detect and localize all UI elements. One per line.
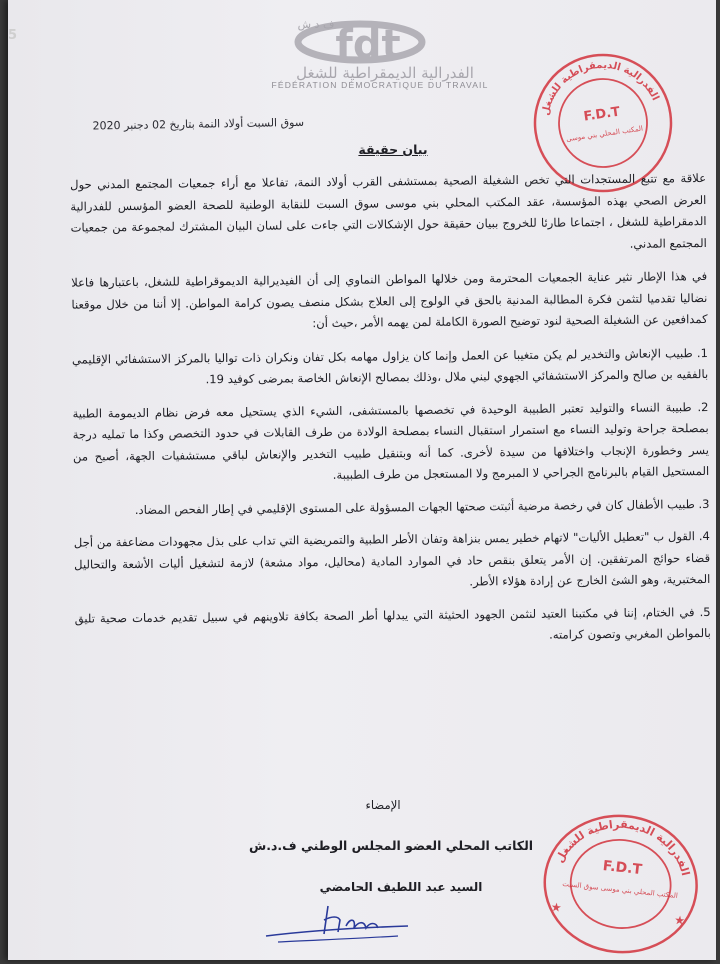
list-item: 2. طبيبة النساء والتوليد تعتبر الطبيبة الوحيدة في تخصصها بالمستشفى، الشيء الذي يستحيل معه فرض نظام الديمومة الطبية بمصلحة جراحة وتوليد النساء مع استمرار استقبال النساء بمصلحة الولادة من طرف القابلات في حدود التخصص وكذا ما تمليه درجة يسر وخطورة الإنجاب واختلافها من سيدة لأخرى. كما أنه وبتنقيل طبيب التخدير والإنعاش لباقي مستشفيات الجهة، أصبح من المستحيل القيام بالبرنامج الجراحي لا المبرمج ولا المستعجل من طرف الطبيبة. [72,399,710,482]
context-paragraph: في هذا الإطار نثير عناية الجمعيات المحترمة ومن خلالها المواطن النماوي إلى أن الفيديرالية الديموقراطية للشغل، باعتبارها فاعلا نضاليا تقدميا لتثمن فكرة المطالبة المدنية بالحق في الولوج إلى العلاج بشكل منصف يصون كرامة المواطن. إلا أننا من خلال موقعنا كمدافعين عن الشغيلة الصحية لنود توضيح الصورة الكاملة لمن يهمه الأمر ،حيث أن: [71,268,708,331]
stamp-bottom-outer-text: الفدرالية الديمقراطية للشغل [553,817,693,878]
stamp-top-inner-text: المكتب المحلي بني موسى [565,124,644,144]
star-icon: ★ [550,899,563,915]
union-stamp-bottom-icon [529,798,714,964]
federation-name-french: FÉDÉRATION DÉMOCRATIQUE DU TRAVAIL [271,80,489,90]
fdt-logo-icon [280,8,440,70]
stamp-bottom-center-text: F.D.T [601,858,643,879]
handwritten-signature-icon [258,898,418,948]
federation-name-arabic: الفدرالية الديمقراطية للشغل [296,64,474,82]
star-icon: ★ [673,912,686,928]
list-item: 1. طبيب الإنعاش والتخدير لم يكن متغيبا عن العمل وإنما كان يزاول مهامه بكل تفان ونكران ذات تواليا بالمركز الاستشفائي الإقليمي بالفقيه بن صالح والمركز الاستشفائي الجهوي لبني ملال ،وذلك بمصالح الإنعاش الخاصة بمرضى كوفيد 19. [71,345,709,387]
document-title: بيان حقيقة [358,142,428,157]
list-item: 5. في الختام، إننا في مكتبنا العتيد لنثمن الجهود الحثيثة التي يبدلها أطر الصحة بكافة تلاوينهم في سبيل تقديم خدمات صحية تليق بالمواطن المغربي وتصون كرامته. [74,604,711,642]
logo-arabic-letters: ف د ش [297,18,335,31]
signatory-name: السيد عبد اللطيف الحامضي [319,880,483,894]
signatory-role: الكاتب المحلي العضو المجلس الوطني ف.د.ش [248,838,534,853]
list-item: 3. طبيب الأطفال كان في رخصة مرضية أثبتت صحتها الجهات المسؤولة على المستوى الإقليمي في إطار الفحص المضاد. [134,496,710,517]
logo-letters: fdt [335,22,401,68]
document-page [8,0,716,960]
stamp-top-center-text: F.D.T [582,104,621,125]
stamp-top-outer-text: الفدرالية الديمقراطية للشغل [540,59,661,117]
document-body [70,168,711,662]
intro-paragraph: علاقة مع تتبع المستجدات التي تخص الشغيلة الصحية بمستشفى القرب أولاد النمة، تفاعلا مع أراء جمعيات المجتمع المدني حول العرض الصحي بهذه المؤسسة، عقد المكتب المحلي بني موسى سوق السبت للنقابة الوطنية للصحة العضو المؤسس للفدرالية الدمقراطية للشغل ، اجتماعا طارئا للخروج ببيان حقيقة حول الإشكالات التي جاءت على لسان البيان المشترك لمجموعة من جمعيات المجتمع المدني. [70,170,707,251]
list-item: 4. القول ب "تعطيل الأليات" لاتهام خطير يمس بنزاهة وتفان الأطر الطبية والتمريضية التي تداب على بذل مجهودات مضاعفة من أجل قضاء حوائج المرتفقين. إن الأمر يتعلق بنقص حاد في الموارد المادية (محاليل، مواد مشعة) لازمة لتشغيل أليات الأشعة والتحاليل المختبرية، وهو الشئ الخارج عن إرادة هؤلاء الأطر. [73,528,711,589]
stamp-bottom-inner-text: المكتب المحلي بني موسى سوق السبت [561,879,679,900]
margin-mark: 5 [8,28,18,43]
signature-label: الإمضاء [365,798,401,812]
date-line: سوق السبت أولاد النمة بتاريخ 02 دجنبر 2020 [92,115,305,133]
